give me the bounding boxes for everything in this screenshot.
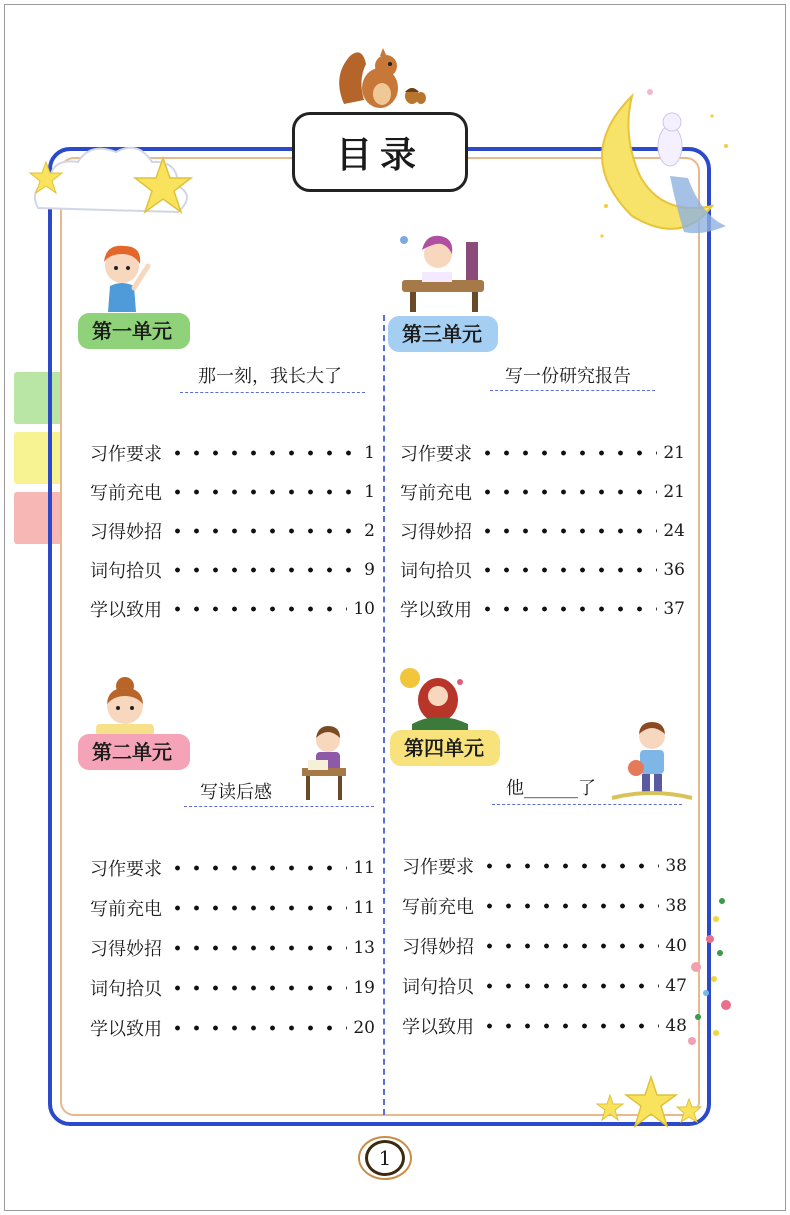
boy-walking-icon bbox=[612, 718, 692, 804]
moon-icon bbox=[592, 86, 742, 256]
toc-page-number: 2 bbox=[364, 521, 375, 541]
toc-item-label: 习作要求 bbox=[400, 444, 472, 465]
unit3-subtitle-line bbox=[490, 390, 655, 391]
toc-page-number: 24 bbox=[663, 521, 685, 541]
toc-page-number: 20 bbox=[353, 1018, 375, 1038]
toc-row[interactable] bbox=[90, 518, 375, 544]
toc-page-number: 38 bbox=[665, 896, 687, 916]
toc-row[interactable] bbox=[400, 596, 685, 622]
leader-dots bbox=[168, 567, 358, 573]
toc-row[interactable] bbox=[90, 975, 375, 1001]
toc-row[interactable] bbox=[402, 1013, 687, 1039]
leader-dots bbox=[480, 1023, 659, 1029]
leader-dots bbox=[480, 863, 659, 869]
toc-row[interactable] bbox=[90, 935, 375, 961]
toc-row[interactable] bbox=[90, 557, 375, 583]
unit1-subtitle: 那一刻，我长大了 bbox=[198, 366, 342, 387]
toc-row[interactable] bbox=[90, 440, 375, 466]
toc-page-number: 36 bbox=[663, 560, 685, 580]
toc-page-number: 48 bbox=[665, 1016, 687, 1036]
leader-dots bbox=[168, 905, 347, 911]
unit2-label: 第二单元 bbox=[78, 734, 190, 770]
leader-dots bbox=[478, 489, 657, 495]
unit4-subtitle-line bbox=[492, 804, 682, 805]
star-icon bbox=[624, 1076, 678, 1128]
leader-dots bbox=[168, 945, 347, 951]
toc-row[interactable] bbox=[400, 557, 685, 583]
center-divider bbox=[383, 315, 385, 1115]
leader-dots bbox=[478, 606, 657, 612]
toc-item-label: 写前充电 bbox=[402, 897, 474, 918]
decorative-dots bbox=[686, 895, 736, 1055]
toc-page-number: 40 bbox=[665, 936, 687, 956]
toc-page-number: 38 bbox=[665, 856, 687, 876]
leader-dots bbox=[478, 567, 657, 573]
unit4-label: 第四单元 bbox=[390, 730, 500, 766]
toc-page-number: 1 bbox=[364, 482, 375, 502]
leader-dots bbox=[168, 606, 347, 612]
unit3-subtitle: 写一份研究报告 bbox=[505, 366, 631, 387]
girl-desk-icon bbox=[396, 228, 492, 314]
leader-dots bbox=[168, 865, 347, 871]
unit4-toc bbox=[402, 853, 687, 1039]
toc-page-number: 47 bbox=[665, 976, 687, 996]
unit1-subtitle-line bbox=[180, 392, 365, 393]
toc-item-label: 写前充电 bbox=[90, 483, 162, 504]
toc-item-label: 学以致用 bbox=[400, 600, 472, 621]
toc-item-label: 词句拾贝 bbox=[402, 977, 474, 998]
toc-item-label: 习得妙招 bbox=[90, 522, 162, 543]
toc-page-number: 37 bbox=[663, 599, 685, 619]
toc-row[interactable] bbox=[402, 933, 687, 959]
leader-dots bbox=[478, 528, 657, 534]
toc-page-number: 11 bbox=[353, 858, 375, 878]
toc-item-label: 习得妙招 bbox=[90, 939, 162, 960]
toc-page-number: 21 bbox=[663, 482, 685, 502]
toc-item-label: 习作要求 bbox=[402, 857, 474, 878]
toc-row[interactable] bbox=[400, 440, 685, 466]
leader-dots bbox=[480, 983, 659, 989]
unit2-subtitle-line bbox=[184, 806, 374, 807]
squirrel-icon bbox=[336, 46, 406, 112]
unit4-subtitle: 他______了 bbox=[506, 778, 596, 799]
toc-row[interactable] bbox=[400, 518, 685, 544]
page-number: 1 bbox=[365, 1140, 405, 1176]
toc-row[interactable] bbox=[402, 853, 687, 879]
toc-item-label: 写前充电 bbox=[400, 483, 472, 504]
unit2-toc bbox=[90, 855, 375, 1041]
page-title: 目录 bbox=[292, 112, 468, 192]
toc-item-label: 词句拾贝 bbox=[90, 979, 162, 1000]
toc-item-label: 习得妙招 bbox=[400, 522, 472, 543]
lion-costume-icon bbox=[398, 666, 474, 730]
unit3-label: 第三单元 bbox=[388, 316, 498, 352]
toc-page-number: 9 bbox=[364, 560, 375, 580]
toc-row[interactable] bbox=[90, 596, 375, 622]
boy-reading-icon bbox=[298, 722, 354, 802]
toc-row[interactable] bbox=[90, 855, 375, 881]
toc-row[interactable] bbox=[90, 895, 375, 921]
toc-row[interactable] bbox=[402, 973, 687, 999]
leader-dots bbox=[478, 450, 657, 456]
star-icon bbox=[132, 156, 194, 216]
toc-row[interactable] bbox=[400, 479, 685, 505]
toc-item-label: 习作要求 bbox=[90, 444, 162, 465]
leader-dots bbox=[168, 985, 347, 991]
leader-dots bbox=[480, 903, 659, 909]
toc-item-label: 习作要求 bbox=[90, 859, 162, 880]
girl-face-icon bbox=[92, 672, 158, 738]
toc-page-number: 21 bbox=[663, 443, 685, 463]
unit1-label: 第一单元 bbox=[78, 313, 190, 349]
leader-dots bbox=[168, 489, 358, 495]
leader-dots bbox=[480, 943, 659, 949]
toc-row[interactable] bbox=[90, 1015, 375, 1041]
star-icon bbox=[676, 1098, 702, 1124]
leader-dots bbox=[168, 1025, 347, 1031]
toc-item-label: 习得妙招 bbox=[402, 937, 474, 958]
boy-waving-icon bbox=[96, 240, 156, 312]
toc-item-label: 学以致用 bbox=[402, 1017, 474, 1038]
leader-dots bbox=[168, 450, 358, 456]
toc-item-label: 学以致用 bbox=[90, 600, 162, 621]
toc-item-label: 学以致用 bbox=[90, 1019, 162, 1040]
leader-dots bbox=[168, 528, 358, 534]
unit1-toc bbox=[90, 440, 375, 622]
toc-item-label: 写前充电 bbox=[90, 899, 162, 920]
toc-page-number: 1 bbox=[364, 443, 375, 463]
toc-row[interactable] bbox=[90, 479, 375, 505]
toc-item-label: 词句拾贝 bbox=[400, 561, 472, 582]
toc-item-label: 词句拾贝 bbox=[90, 561, 162, 582]
acorn-icon bbox=[402, 80, 428, 106]
toc-page-number: 19 bbox=[353, 978, 375, 998]
toc-page-number: 11 bbox=[353, 898, 375, 918]
unit3-toc bbox=[400, 440, 685, 622]
star-icon bbox=[596, 1094, 624, 1122]
toc-page-number: 13 bbox=[353, 938, 375, 958]
star-icon bbox=[28, 160, 64, 196]
unit2-subtitle: 写读后感 bbox=[200, 782, 272, 803]
toc-page-number: 10 bbox=[353, 599, 375, 619]
toc-row[interactable] bbox=[402, 893, 687, 919]
